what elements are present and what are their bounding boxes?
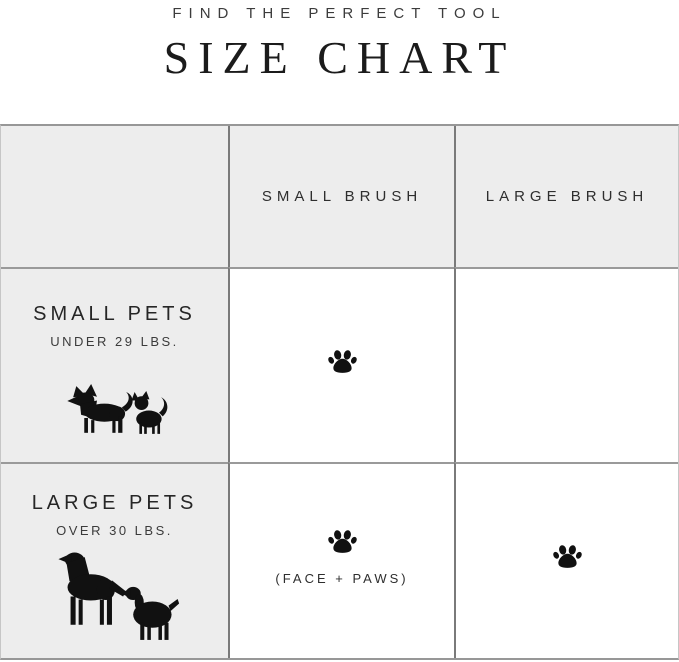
cell-large-pets-small-brush <box>228 462 454 658</box>
row-header-small-pets <box>1 267 228 462</box>
small-dog-and-cat-silhouette-icon <box>62 383 168 436</box>
row-sublabel: OVER 30 LBS. <box>56 523 173 538</box>
cell-large-pets-large-brush <box>454 462 678 658</box>
paw-icon <box>552 543 583 571</box>
cell-small-pets-large-brush <box>454 267 678 462</box>
kicker-text: FIND THE PERFECT TOOL <box>172 5 507 22</box>
cell-small-pets-small-brush <box>228 267 454 462</box>
column-header-label: SMALL BRUSH <box>261 188 423 205</box>
paw-icon <box>327 528 358 556</box>
cell-note: (FACE + PAWS) <box>275 571 409 586</box>
row-label: LARGE PETS <box>31 492 198 514</box>
page-title: SIZE CHART <box>163 32 516 83</box>
paw-icon <box>327 348 358 376</box>
row-header-large-pets <box>1 462 228 658</box>
column-header-small-brush <box>228 126 454 267</box>
row-label: SMALL PETS <box>33 303 196 325</box>
size-chart-table <box>0 124 679 660</box>
column-header-label: LARGE BRUSH <box>485 188 649 205</box>
column-header-large-brush <box>454 126 678 267</box>
large-dog-and-spaniel-silhouette-icon <box>49 547 181 648</box>
row-sublabel: UNDER 29 LBS. <box>50 334 179 349</box>
header <box>0 0 679 84</box>
table-corner-cell <box>1 126 228 267</box>
